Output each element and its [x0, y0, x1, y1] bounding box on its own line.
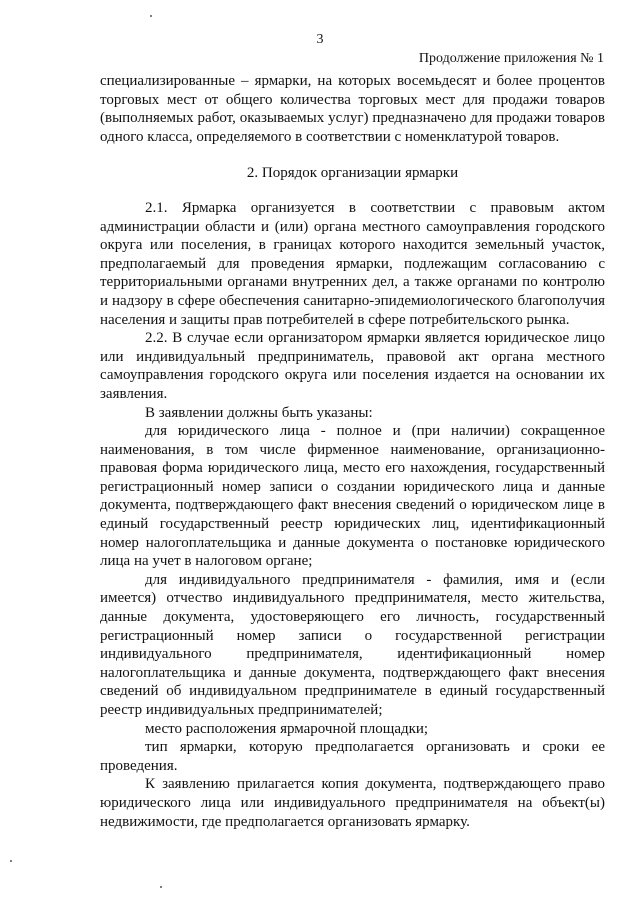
paragraph-entrepreneur: для индивидуального предпринимателя - фамилия, имя и (если имеется) отчество индивидуального предпринимателя, место жительства, данные документа, удостоверяющего его личность, государственный регистрационный номер записи о государственной регистрации индивидуального предпринимателя, идентификационный номер налогоплательщика и данные документа, подтверждающего факт внесения сведений об индивидуальном предпринимателе в единый государственный реестр индивидуальных предпринимателей;: [100, 571, 605, 718]
paragraph-2-1: 2.1. Ярмарка организуется в соответствии с правовым актом администрации области и (или) органа местного самоуправления городского округа или поселения, в границах которого находится земельный участок, предполагаемый для проведения ярмарки, подлежащим согласованию с территориальными органами внутренних дел, а также органами по контролю и надзору в сфере обеспечения санитарно-эпидемиологического благополучия населения и защиты прав потребителей в сфере потребительского рынка.: [100, 199, 605, 328]
scan-speck: [150, 15, 152, 17]
paragraph-fair-type: тип ярмарки, которую предполагается организовать и сроки ее проведения.: [100, 739, 605, 774]
continuation-note: Продолжение приложения № 1: [418, 51, 604, 66]
paragraph-2-2: 2.2. В случае если организатором ярмарки является юридическое лицо или индивидуальный предприниматель, правовой акт органа местного самоуправления городского округа или поселения издается на основании их заявления.: [100, 330, 605, 402]
paragraph-legal-entity: для юридического лица - полное и (при наличии) сокращенное наименования, в том числе фирменное наименование, организационно-правовая форма юридического лица, место его нахождения, государственный регистрационный номер записи о создании юридического лица и данные документа, подтверждающего факт внесения сведений о юридическом лице в единый государственный реестр юридических лиц, идентификационный номер налогоплательщика и данные документа о постановке юридического лица на учет в налоговом органе;: [100, 423, 605, 570]
paragraph-location: место расположения ярмарочной площадки;: [145, 720, 429, 737]
intro-paragraph: специализированные – ярмарки, на которых восемьдесят и более процентов торговых мест от общего количества торговых мест для продажи товаров (выполняемых работ, оказываемых услуг) предназначено для продажи товаров одного класса, определяемого в соответствии с номенклатурой товаров.: [100, 73, 605, 145]
paragraph-attachment: К заявлению прилагается копия документа, подтверждающего право юридического лица или индивидуального предпринимателя на объект(ы) недвижимости, где предполагается организовать ярмарку.: [100, 776, 605, 830]
scan-speck: [10, 860, 12, 862]
page-number: 3: [316, 32, 324, 47]
document-body: [100, 72, 605, 831]
section-title: 2. Порядок организации ярмарки: [246, 165, 459, 182]
paragraph-requirements-intro: В заявлении должны быть указаны:: [145, 404, 373, 421]
scan-speck: [160, 886, 162, 888]
